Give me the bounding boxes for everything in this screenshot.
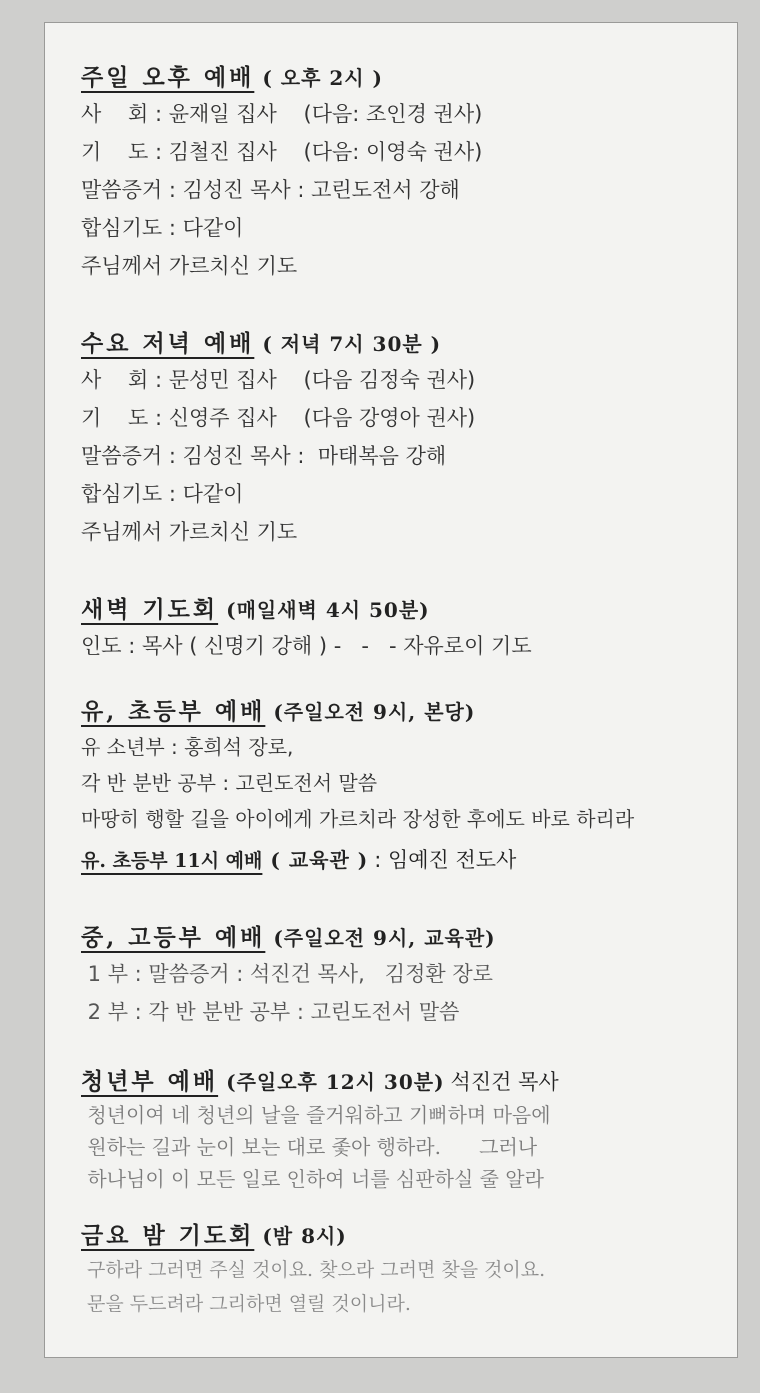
line-part-1: 1 부 : 말씀증거 : 석진건 목사, 김정환 장로 [81,962,493,986]
section-time: ( 오후 2시 ) [262,66,384,90]
section-young-adult-service [81,1065,721,1195]
line-joint-prayer: 합심기도 : 다같이 [81,216,244,240]
line-host: 사 회 : 문성민 집사 (다음 김정숙 권사) [81,368,476,392]
line-verse-3: 하나님이 이 모든 일로 인하여 너를 심판하실 줄 알라 [81,1167,544,1191]
sub-heading [81,843,721,878]
section-heading [81,327,721,361]
section-title: 새벽 기도회 [81,596,219,623]
section-title: 주일 오후 예배 [81,64,255,91]
section-sunday-afternoon-service [81,61,721,285]
section-heading [81,593,721,627]
line-verse-1: 구하라 그러면 주실 것이요. 찾으라 그러면 찾을 것이요. [81,1259,546,1281]
sub-heading-leader: : 임예진 전도사 [374,848,517,872]
line-class-study: 각 반 분반 공부 : 고린도전서 말씀 [81,771,378,795]
line-sermon: 말씀증거 : 김성진 목사 : 마태복음 강해 [81,444,447,468]
section-title: 청년부 예배 [81,1068,219,1095]
line-joint-prayer: 합심기도 : 다같이 [81,482,244,506]
line-lords-prayer: 주님께서 가르치신 기도 [81,520,298,544]
section-heading [81,921,721,955]
line-verse-2: 문을 두드려라 그리하면 열릴 것이니라. [81,1293,411,1315]
section-time: (주일오전 9시, 교육관) [273,926,496,950]
section-time: (밤 8시) [262,1224,347,1248]
line-verse: 마땅히 행할 길을 아이에게 가르치라 장성한 후에도 바로 하리라 [81,807,635,831]
section-heading [81,1219,721,1253]
sub-heading-title: 유. 초등부 11시 예배 [81,850,263,872]
section-kids-elementary-service [81,695,721,878]
section-time: (매일새벽 4시 50분) [226,598,430,622]
bulletin-page [44,22,738,1358]
section-time: (주일오후 12시 30분) [226,1070,445,1094]
section-heading [81,695,721,729]
line-part-2: 2 부 : 각 반 분반 공부 : 고린도전서 말씀 [81,1000,460,1024]
section-time: (주일오전 9시, 본당) [273,700,476,724]
line-verse-1: 청년이여 네 청년의 날을 즐거워하고 기뻐하며 마음에 [81,1103,551,1127]
section-time: ( 저녁 7시 30분 ) [262,332,442,356]
line-youth-dept: 유 소년부 : 홍희석 장로, [81,735,294,759]
sub-heading-time: ( 교육관 ) [270,848,369,872]
line-prayer: 기 도 : 신영주 집사 (다음 강영아 권사) [81,406,476,430]
line-leader: 인도 : 목사 ( 신명기 강해 ) - - - 자유로이 기도 [81,634,532,658]
section-dawn-prayer-meeting [81,593,721,665]
line-sermon: 말씀증거 : 김성진 목사 : 고린도전서 강해 [81,178,460,202]
section-middle-high-service [81,921,721,1031]
section-heading [81,1065,721,1099]
section-title: 금요 밤 기도회 [81,1222,255,1249]
section-heading [81,61,721,95]
line-verse-2: 원하는 길과 눈이 보는 대로 좇아 행하라. 그러나 [81,1135,538,1159]
line-lords-prayer: 주님께서 가르치신 기도 [81,254,298,278]
section-leader: 석진건 목사 [450,1070,559,1094]
section-title: 수요 저녁 예배 [81,330,255,357]
section-title: 중, 고등부 예배 [81,924,266,951]
section-friday-night-prayer [81,1219,721,1321]
line-host: 사 회 : 윤재일 집사 (다음: 조인경 권사) [81,102,483,126]
line-prayer: 기 도 : 김철진 집사 (다음: 이영숙 권사) [81,140,483,164]
section-wednesday-evening-service [81,327,721,551]
section-title: 유, 초등부 예배 [81,698,266,725]
